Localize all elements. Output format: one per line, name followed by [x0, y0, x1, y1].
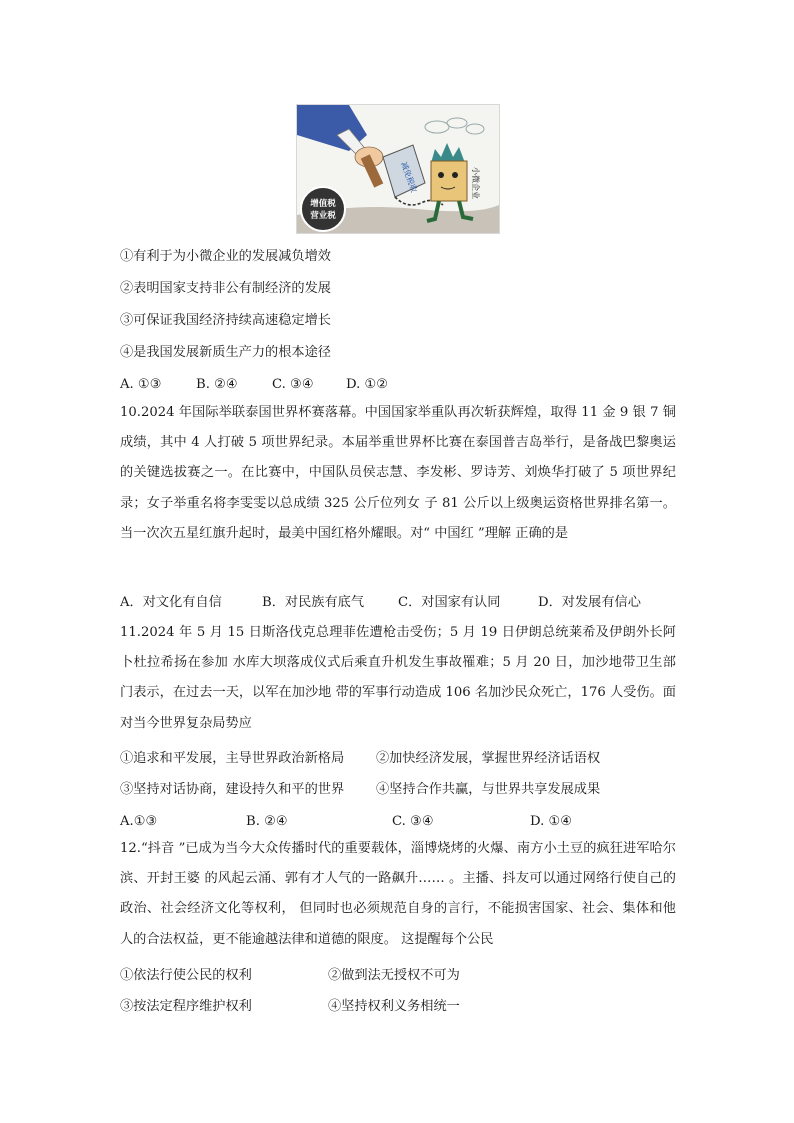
q12-option-2: ②做到法无授权不可为 — [328, 968, 460, 983]
q9-choice-d: D. ①② — [346, 377, 389, 392]
q10-stem: 10.2024 年国际举联泰国世界杯赛落幕。中国国家举重队再次斩获辉煌，取得 11 金 9 银 7 铜成绩，其中 4 人打破 5 项世界纪录。本届举重世界杯比赛在泰国普吉岛举行，是备战巴黎奥运的关键选拔赛之一。在比赛中，中国队员侯志慧、李发彬、罗诗芳、刘焕华打破了 5 项世界纪录；女子举重名将李雯雯以总成绩 325 公斤位列女 子 81 公斤以上级奥运资格世界排名第一。当一次次五星红旗升起时，最美中国红格外耀眼。对“ 中国红 ”理解 正确的是 — [120, 405, 676, 541]
q9-choice-b: B. ②④ — [196, 377, 238, 392]
q10-choice-d: D．对发展有信心 — [538, 595, 641, 610]
q9-option-1: ①有利于为小微企业的发展减负增效 — [120, 249, 331, 264]
q10-choice-a: A．对文化有自信 — [120, 595, 222, 610]
hammer-label: 减免税收 — [399, 160, 419, 194]
q9-option-3: ③可保证我国经济持续高速稳定增长 — [120, 313, 331, 328]
q10-choice-b: B．对民族有底气 — [262, 595, 365, 610]
q12-option-4: ④坚持权利义务相统一 — [328, 999, 460, 1014]
q11-option-2: ②加快经济发展，掌握世界经济话语权 — [376, 751, 601, 766]
q12-option-3: ③按法定程序维护权利 — [120, 999, 252, 1014]
q9-choice-a: A. ①③ — [120, 377, 162, 392]
q12-option-1: ①依法行使公民的权利 — [120, 968, 252, 983]
cartoon-drawing — [297, 105, 499, 233]
q11-choice-a: A.①③ — [120, 814, 158, 829]
q11-option-1: ①追求和平发展，主导世界政治新格局 — [120, 751, 345, 766]
q11-choice-c: C. ③④ — [392, 814, 434, 829]
q9-option-2: ②表明国家支持非公有制经济的发展 — [120, 281, 331, 296]
q11-choice-d: D. ①④ — [530, 814, 573, 829]
q9-choice-c: C. ③④ — [272, 377, 314, 392]
q11-option-3: ③坚持对话协商，建设持久和平的世界 — [120, 782, 345, 797]
q11-option-4: ④坚持合作共赢，与世界共享发展成果 — [376, 782, 601, 797]
q10-choice-c: C．对国家有认同 — [398, 595, 501, 610]
q9-option-4: ④是我国发展新质生产力的根本途径 — [120, 345, 331, 360]
q11-stem: 11.2024 年 5 月 15 日斯洛伐克总理菲佐遭枪击受伤；5 月 19 日伊朗总统莱希及伊朗外长阿 卜杜拉希扬在参加 水库大坝落成仪式后乘直升机发生事故罹难；5 月 20 日，加沙地带卫生部门表示，在过去一天，以军在加沙地 带的军事行动造成 106 名加沙民众死亡，176 人受伤。面对当今世界复杂局势应 — [120, 625, 676, 731]
building-label: 小微企业 — [471, 167, 480, 199]
q12-stem: 12.“抖音 ”已成为当今大众传播时代的重要载体，淄博烧烤的火爆、南方小土豆的疯狂进军哈尔滨、开封王婆 的风起云涌、郭有才人气的一路飙升…… 。主播、抖友可以通过网络行使自己的政治、社会经济文化等权利， 但同时也必须规范自身的言行，不能损害国家、社会、集体和他人的合法权益，更不能逾越法律和道德的限度。 这提醒每个公民 — [120, 841, 676, 947]
badge-line2: 营业税 — [310, 211, 336, 221]
badge-line1: 增值税 — [310, 199, 336, 209]
q11-choice-b: B. ②④ — [246, 814, 288, 829]
tax-cut-cartoon — [296, 104, 500, 234]
